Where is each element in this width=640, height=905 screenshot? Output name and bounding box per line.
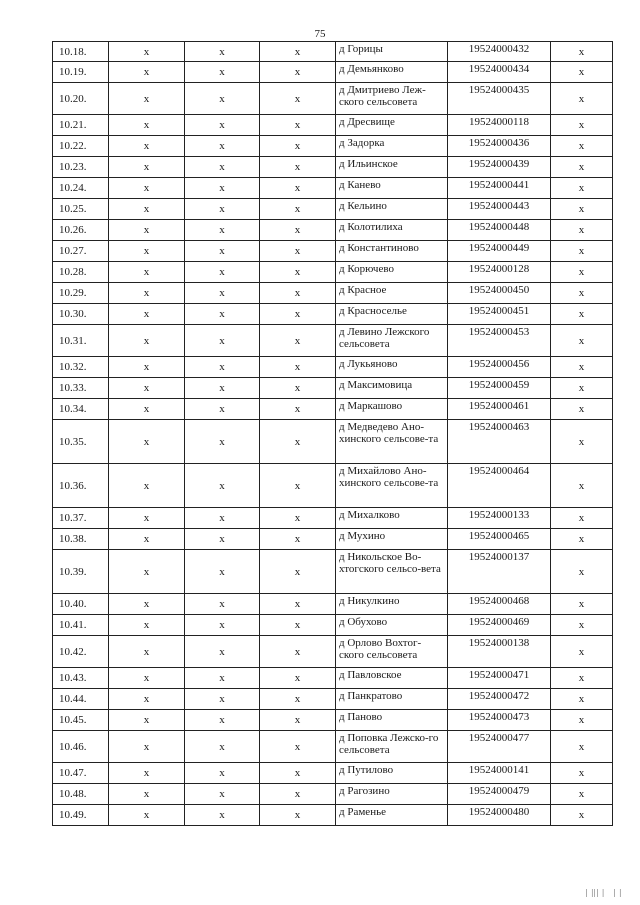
cell-x-4: x [551,136,613,157]
table-row [53,636,613,668]
cell-x-1: x [109,529,185,550]
cell-x-4: x [551,784,613,805]
cell-x-1: x [109,357,185,378]
table-row [53,262,613,283]
cell-x-4: x [551,325,613,357]
cell-x-2: x [185,668,260,689]
cell-x-3: x [260,763,336,784]
cell-x-4: x [551,42,613,62]
cell-x-3: x [260,710,336,731]
cell-x-1: x [109,731,185,763]
table-row [53,508,613,529]
oktmo-code: 19524000473 [448,710,551,731]
cell-x-4: x [551,357,613,378]
cell-x-1: x [109,283,185,304]
oktmo-code: 19524000461 [448,399,551,420]
cell-x-2: x [185,529,260,550]
cell-x-3: x [260,178,336,199]
oktmo-code: 19524000435 [448,83,551,115]
oktmo-code: 19524000465 [448,529,551,550]
cell-x-4: x [551,508,613,529]
cell-x-2: x [185,594,260,615]
cell-x-4: x [551,399,613,420]
oktmo-code: 19524000141 [448,763,551,784]
settlement-name: д Паново [336,710,448,731]
cell-x-1: x [109,508,185,529]
row-number: 10.49. [53,805,109,826]
row-number: 10.36. [53,464,109,508]
row-number: 10.32. [53,357,109,378]
cell-x-4: x [551,636,613,668]
cell-x-4: x [551,83,613,115]
cell-x-4: x [551,529,613,550]
row-number: 10.37. [53,508,109,529]
cell-x-4: x [551,689,613,710]
row-number: 10.38. [53,529,109,550]
settlement-name: д Красное [336,283,448,304]
cell-x-4: x [551,262,613,283]
settlement-name: д Корючево [336,262,448,283]
table-row [53,157,613,178]
cell-x-3: x [260,199,336,220]
cell-x-1: x [109,62,185,83]
settlement-name: д Дресвище [336,115,448,136]
cell-x-2: x [185,615,260,636]
cell-x-1: x [109,83,185,115]
cell-x-3: x [260,220,336,241]
row-number: 10.41. [53,615,109,636]
row-number: 10.21. [53,115,109,136]
oktmo-code: 19524000471 [448,668,551,689]
cell-x-3: x [260,594,336,615]
cell-x-4: x [551,805,613,826]
cell-x-4: x [551,420,613,464]
cell-x-2: x [185,83,260,115]
settlement-name: д Панкратово [336,689,448,710]
cell-x-3: x [260,731,336,763]
cell-x-1: x [109,550,185,594]
cell-x-3: x [260,136,336,157]
cell-x-2: x [185,199,260,220]
cell-x-3: x [260,529,336,550]
row-number: 10.30. [53,304,109,325]
cell-x-3: x [260,115,336,136]
cell-x-4: x [551,378,613,399]
cell-x-1: x [109,710,185,731]
cell-x-3: x [260,42,336,62]
table-row [53,357,613,378]
oktmo-code: 19524000443 [448,199,551,220]
cell-x-4: x [551,115,613,136]
table-row [53,689,613,710]
table-row [53,710,613,731]
table-row [53,42,613,62]
scan-marks: | ||| | | | [585,888,622,897]
row-number: 10.22. [53,136,109,157]
oktmo-code: 19524000441 [448,178,551,199]
row-number: 10.31. [53,325,109,357]
oktmo-code: 19524000469 [448,615,551,636]
settlement-name: д Никольское Во-хтогского сельсо-вета [336,550,448,594]
row-number: 10.48. [53,784,109,805]
cell-x-2: x [185,784,260,805]
cell-x-1: x [109,220,185,241]
cell-x-3: x [260,157,336,178]
row-number: 10.19. [53,62,109,83]
cell-x-3: x [260,83,336,115]
cell-x-2: x [185,42,260,62]
oktmo-code: 19524000479 [448,784,551,805]
row-number: 10.28. [53,262,109,283]
row-number: 10.33. [53,378,109,399]
row-number: 10.29. [53,283,109,304]
table-row [53,615,613,636]
oktmo-code: 19524000133 [448,508,551,529]
cell-x-1: x [109,241,185,262]
settlement-name: д Орлово Вохтог-ского сельсовета [336,636,448,668]
cell-x-2: x [185,241,260,262]
cell-x-1: x [109,784,185,805]
cell-x-4: x [551,594,613,615]
row-number: 10.40. [53,594,109,615]
cell-x-1: x [109,115,185,136]
settlement-name: д Константиново [336,241,448,262]
oktmo-code: 19524000468 [448,594,551,615]
cell-x-2: x [185,220,260,241]
cell-x-1: x [109,178,185,199]
cell-x-4: x [551,763,613,784]
cell-x-2: x [185,805,260,826]
table-row [53,805,613,826]
cell-x-4: x [551,615,613,636]
row-number: 10.24. [53,178,109,199]
settlement-name: д Никулкино [336,594,448,615]
oktmo-code: 19524000463 [448,420,551,464]
oktmo-code: 19524000464 [448,464,551,508]
cell-x-2: x [185,283,260,304]
cell-x-3: x [260,283,336,304]
table-row [53,668,613,689]
row-number: 10.23. [53,157,109,178]
oktmo-code: 19524000434 [448,62,551,83]
cell-x-2: x [185,115,260,136]
oktmo-code: 19524000456 [448,357,551,378]
table-row [53,62,613,83]
oktmo-code: 19524000118 [448,115,551,136]
cell-x-2: x [185,763,260,784]
cell-x-1: x [109,199,185,220]
oktmo-code: 19524000453 [448,325,551,357]
cell-x-1: x [109,262,185,283]
cell-x-2: x [185,636,260,668]
cell-x-2: x [185,304,260,325]
oktmo-code: 19524000439 [448,157,551,178]
settlement-name: д Колотилиха [336,220,448,241]
cell-x-4: x [551,199,613,220]
cell-x-2: x [185,550,260,594]
row-number: 10.35. [53,420,109,464]
settlement-name: д Раменье [336,805,448,826]
settlement-name: д Задорка [336,136,448,157]
cell-x-2: x [185,262,260,283]
table-row [53,325,613,357]
settlement-name: д Павловское [336,668,448,689]
oktmo-code: 19524000480 [448,805,551,826]
oktmo-code: 19524000448 [448,220,551,241]
oktmo-code: 19524000128 [448,262,551,283]
cell-x-1: x [109,325,185,357]
table-row [53,199,613,220]
row-number: 10.42. [53,636,109,668]
cell-x-4: x [551,668,613,689]
row-number: 10.45. [53,710,109,731]
cell-x-1: x [109,594,185,615]
cell-x-1: x [109,615,185,636]
cell-x-3: x [260,784,336,805]
row-number: 10.27. [53,241,109,262]
row-number: 10.43. [53,668,109,689]
oktmo-code: 19524000138 [448,636,551,668]
table-row [53,399,613,420]
cell-x-1: x [109,805,185,826]
cell-x-3: x [260,636,336,668]
cell-x-2: x [185,62,260,83]
settlement-name: д Канево [336,178,448,199]
table-row [53,529,613,550]
settlement-name: д Обухово [336,615,448,636]
cell-x-4: x [551,731,613,763]
oktmo-code: 19524000432 [448,42,551,62]
settlement-name: д Красноселье [336,304,448,325]
oktmo-code: 19524000477 [448,731,551,763]
settlement-name: д Лукьяново [336,357,448,378]
cell-x-4: x [551,304,613,325]
cell-x-2: x [185,178,260,199]
oktmo-code: 19524000449 [448,241,551,262]
row-number: 10.34. [53,399,109,420]
cell-x-3: x [260,378,336,399]
cell-x-4: x [551,464,613,508]
settlement-name: д Маркашово [336,399,448,420]
cell-x-4: x [551,241,613,262]
cell-x-1: x [109,378,185,399]
settlement-name: д Максимовица [336,378,448,399]
oktmo-code: 19524000459 [448,378,551,399]
settlement-name: д Ильинское [336,157,448,178]
cell-x-3: x [260,668,336,689]
table-row [53,83,613,115]
row-number: 10.46. [53,731,109,763]
settlement-name: д Дмитриево Леж-ского сельсовета [336,83,448,115]
cell-x-2: x [185,689,260,710]
oktmo-code: 19524000436 [448,136,551,157]
cell-x-2: x [185,357,260,378]
cell-x-1: x [109,399,185,420]
cell-x-2: x [185,464,260,508]
settlement-name: д Мухино [336,529,448,550]
cell-x-4: x [551,710,613,731]
table-row [53,594,613,615]
cell-x-2: x [185,136,260,157]
cell-x-1: x [109,464,185,508]
cell-x-3: x [260,262,336,283]
table-row [53,178,613,199]
cell-x-3: x [260,399,336,420]
settlement-name: д Горицы [336,42,448,62]
row-number: 10.20. [53,83,109,115]
table-row [53,550,613,594]
table-row [53,136,613,157]
cell-x-3: x [260,304,336,325]
settlements-table [52,41,613,826]
table-row [53,378,613,399]
cell-x-1: x [109,763,185,784]
cell-x-2: x [185,157,260,178]
cell-x-4: x [551,178,613,199]
row-number: 10.25. [53,199,109,220]
settlement-name: д Медведево Ано-хинского сельсове-та [336,420,448,464]
cell-x-1: x [109,636,185,668]
cell-x-4: x [551,283,613,304]
table-row [53,784,613,805]
cell-x-1: x [109,136,185,157]
table-row [53,464,613,508]
cell-x-3: x [260,357,336,378]
cell-x-3: x [260,62,336,83]
cell-x-2: x [185,710,260,731]
cell-x-4: x [551,157,613,178]
cell-x-1: x [109,668,185,689]
row-number: 10.47. [53,763,109,784]
table-row [53,420,613,464]
cell-x-4: x [551,62,613,83]
table-row [53,220,613,241]
table-row [53,304,613,325]
settlement-name: д Михайлово Ано-хинского сельсове-та [336,464,448,508]
cell-x-3: x [260,550,336,594]
cell-x-2: x [185,508,260,529]
cell-x-1: x [109,42,185,62]
cell-x-3: x [260,615,336,636]
table-row [53,731,613,763]
cell-x-2: x [185,378,260,399]
cell-x-3: x [260,464,336,508]
cell-x-2: x [185,420,260,464]
cell-x-3: x [260,420,336,464]
cell-x-1: x [109,157,185,178]
table-row [53,283,613,304]
oktmo-code: 19524000472 [448,689,551,710]
cell-x-3: x [260,241,336,262]
row-number: 10.18. [53,42,109,62]
settlement-name: д Демьянково [336,62,448,83]
settlement-name: д Рагозино [336,784,448,805]
settlement-name: д Михалково [336,508,448,529]
table-body [53,42,613,826]
cell-x-1: x [109,420,185,464]
row-number: 10.26. [53,220,109,241]
cell-x-1: x [109,689,185,710]
cell-x-2: x [185,731,260,763]
cell-x-2: x [185,399,260,420]
oktmo-code: 19524000137 [448,550,551,594]
table-row [53,115,613,136]
cell-x-4: x [551,220,613,241]
cell-x-1: x [109,304,185,325]
oktmo-code: 19524000451 [448,304,551,325]
oktmo-code: 19524000450 [448,283,551,304]
table-row [53,241,613,262]
cell-x-3: x [260,805,336,826]
cell-x-3: x [260,325,336,357]
settlement-name: д Левино Лежского сельсовета [336,325,448,357]
cell-x-2: x [185,325,260,357]
settlement-name: д Поповка Лежско-го сельсовета [336,731,448,763]
cell-x-3: x [260,689,336,710]
page-number: 75 [314,28,326,40]
row-number: 10.39. [53,550,109,594]
row-number: 10.44. [53,689,109,710]
settlement-name: д Кельино [336,199,448,220]
table-row [53,763,613,784]
settlement-name: д Путилово [336,763,448,784]
cell-x-4: x [551,550,613,594]
cell-x-3: x [260,508,336,529]
